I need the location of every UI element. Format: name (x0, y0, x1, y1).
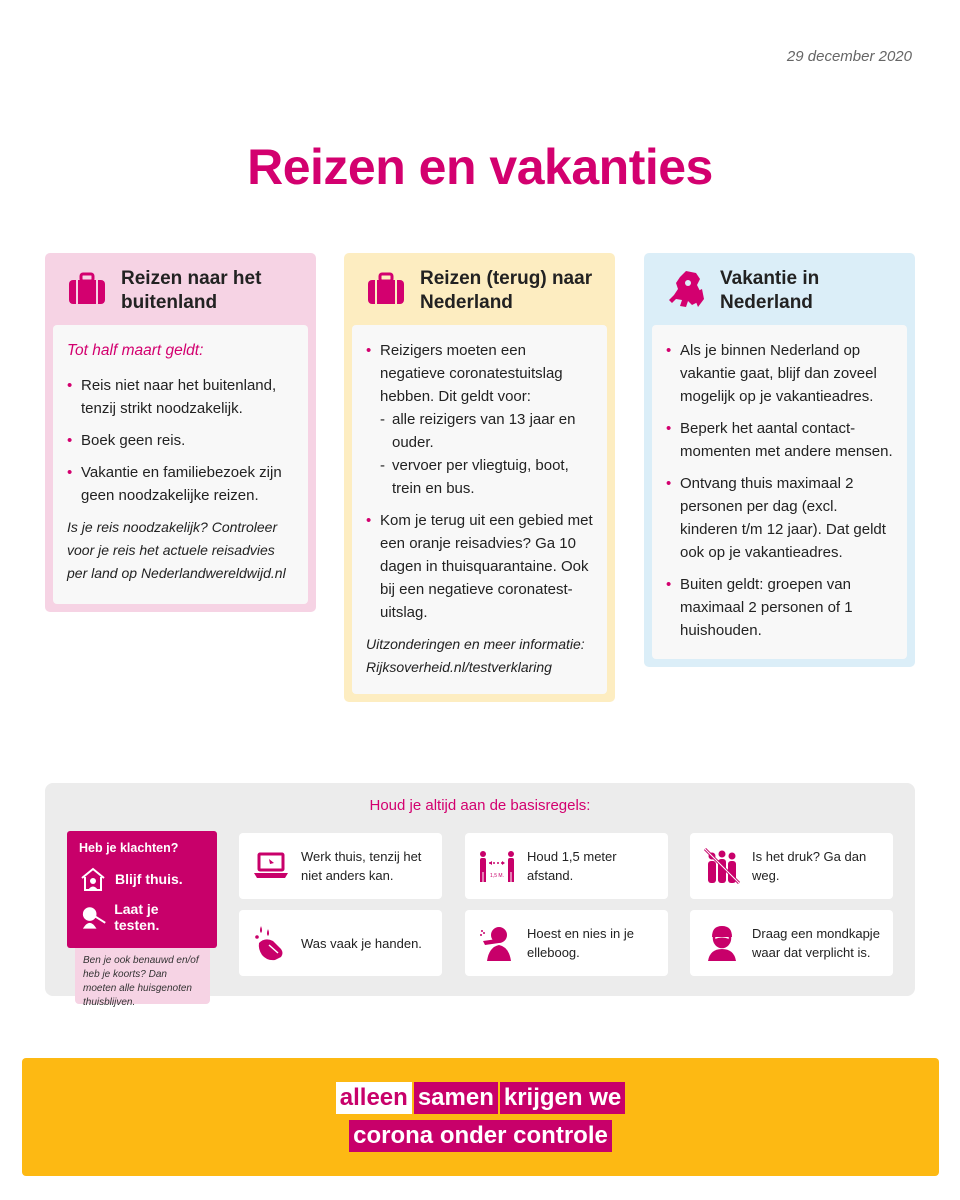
list-item: • Buiten geldt: groepen van maximaal 2 personen of 1 huishouden. (666, 573, 895, 642)
slogan-word: krijgen we (500, 1082, 625, 1114)
column-holiday (644, 253, 915, 667)
list-item: • Ontvang thuis maximaal 2 personen per dag (excl. kinderen t/m 12 jaar). Dat geldt ook op je vakantieadres. (666, 472, 895, 564)
rule-tile (465, 910, 668, 976)
slogan-word: corona onder controle (349, 1120, 612, 1152)
page-title: Reizen en vakanties (247, 139, 713, 195)
bullet-list (366, 339, 595, 624)
list-item: • Reis niet naar het buitenland, tenzij strikt noodzakelijk. (67, 374, 296, 420)
cough-elbow-icon (477, 923, 517, 963)
list-item-text: Reizigers moeten een negatieve coronatestuitslag hebben. Dit geldt voor: (380, 342, 563, 405)
heading-line-1: Reizen (terug) naar (420, 268, 593, 289)
slogan-word: alleen (336, 1082, 412, 1114)
house-icon (79, 865, 107, 893)
get-tested-text: Laat je testen. (114, 901, 160, 933)
rule-tile (239, 833, 442, 899)
complaints-note: Ben je ook benauwd en/of heb je koorts? Dan moeten alle huisgenoten thuisblijven. (75, 948, 210, 1004)
slogan-line-2 (22, 1120, 939, 1152)
complaints-box (67, 831, 217, 948)
slogan-word: samen (414, 1082, 498, 1114)
face-mask-icon (702, 923, 742, 963)
get-tested-row (79, 901, 205, 933)
note-text: Uitzonderingen en meer informatie: Rijksoverheid.nl/testverklaring (366, 636, 585, 675)
list-item: • Boek geen reis. (67, 429, 296, 452)
sub-list (380, 408, 595, 500)
rule-tile (690, 833, 893, 899)
netherlands-map-icon (666, 269, 706, 309)
distance-icon-label: 1,5 M. (490, 873, 504, 879)
rule-tile (465, 833, 668, 899)
heading-line-2: Nederland (720, 292, 813, 313)
bullet-list (67, 374, 296, 507)
note-text: Is je reis noodzakelijk? Controleer voor je reis het actuele reisadvies per land op Nederlandwereldwijd.nl (67, 519, 286, 581)
stay-home-row (79, 865, 205, 893)
list-item: • Als je binnen Nederland op vakantie gaat, blijf dan zoveel mogelijk op je vakantieadres. (666, 339, 895, 408)
list-item: • Kom je terug uit een gebied met een oranje reisadvies? Ga 10 dagen in thuisquarantaine. Ook bij een negatieve coronatest-uitslag. (366, 509, 595, 624)
rule-text: Is het druk? Ga dan weg. (752, 849, 867, 883)
suitcase-icon (366, 269, 406, 309)
column-heading (121, 267, 261, 315)
slogan-line-1 (22, 1082, 939, 1114)
slogan-banner (22, 1058, 939, 1176)
list-item: • Beperk het aantal contact-momenten met andere mensen. (666, 417, 895, 463)
list-item: • Vakantie en familiebezoek zijn geen noodzakelijke reizen. (67, 461, 296, 507)
rule-text: Was vaak je handen. (301, 935, 422, 951)
sub-list-item: - vervoer per vliegtuig, boot, trein en bus. (380, 454, 595, 500)
distance-icon (477, 846, 517, 886)
lead-text: Tot half maart geldt: (67, 342, 204, 359)
heading-line-1: Reizen naar het (121, 268, 262, 289)
column-card (652, 325, 907, 659)
column-heading (720, 267, 819, 315)
column-heading (420, 267, 592, 315)
heading-line-2: buitenland (121, 292, 218, 313)
column-header (652, 261, 907, 325)
column-card (352, 325, 607, 694)
suitcase-icon (67, 269, 107, 309)
basic-rules-panel (45, 783, 915, 1008)
rules-title: Houd je altijd aan de basisregels: (369, 797, 591, 814)
date: 29 december 2020 (786, 48, 912, 65)
heading-line-2: Nederland (420, 292, 513, 313)
column-return (344, 253, 615, 702)
crowd-icon (702, 846, 742, 886)
rule-tile (690, 910, 893, 976)
test-swab-icon (79, 903, 106, 931)
handwash-icon (251, 923, 291, 963)
rule-tile (239, 910, 442, 976)
rule-text: Draag een mondkapje waar dat verplicht is. (752, 926, 880, 960)
rule-text: Houd 1,5 meter afstand. (527, 849, 617, 883)
column-abroad (45, 253, 316, 612)
rule-text: Hoest en nies in je elleboog. (527, 926, 634, 960)
column-header (352, 261, 607, 325)
rule-text: Werk thuis, tenzij het niet anders kan. (301, 849, 422, 883)
column-card (53, 325, 308, 604)
column-header (53, 261, 308, 325)
sub-list-item: - alle reizigers van 13 jaar en ouder. (380, 408, 595, 454)
list-item (366, 339, 595, 500)
stay-home-text: Blijf thuis. (115, 871, 183, 887)
heading-line-1: Vakantie in (720, 268, 820, 289)
complaints-question: Heb je klachten? (79, 841, 179, 855)
bullet-list (666, 339, 895, 642)
laptop-icon (251, 846, 291, 886)
